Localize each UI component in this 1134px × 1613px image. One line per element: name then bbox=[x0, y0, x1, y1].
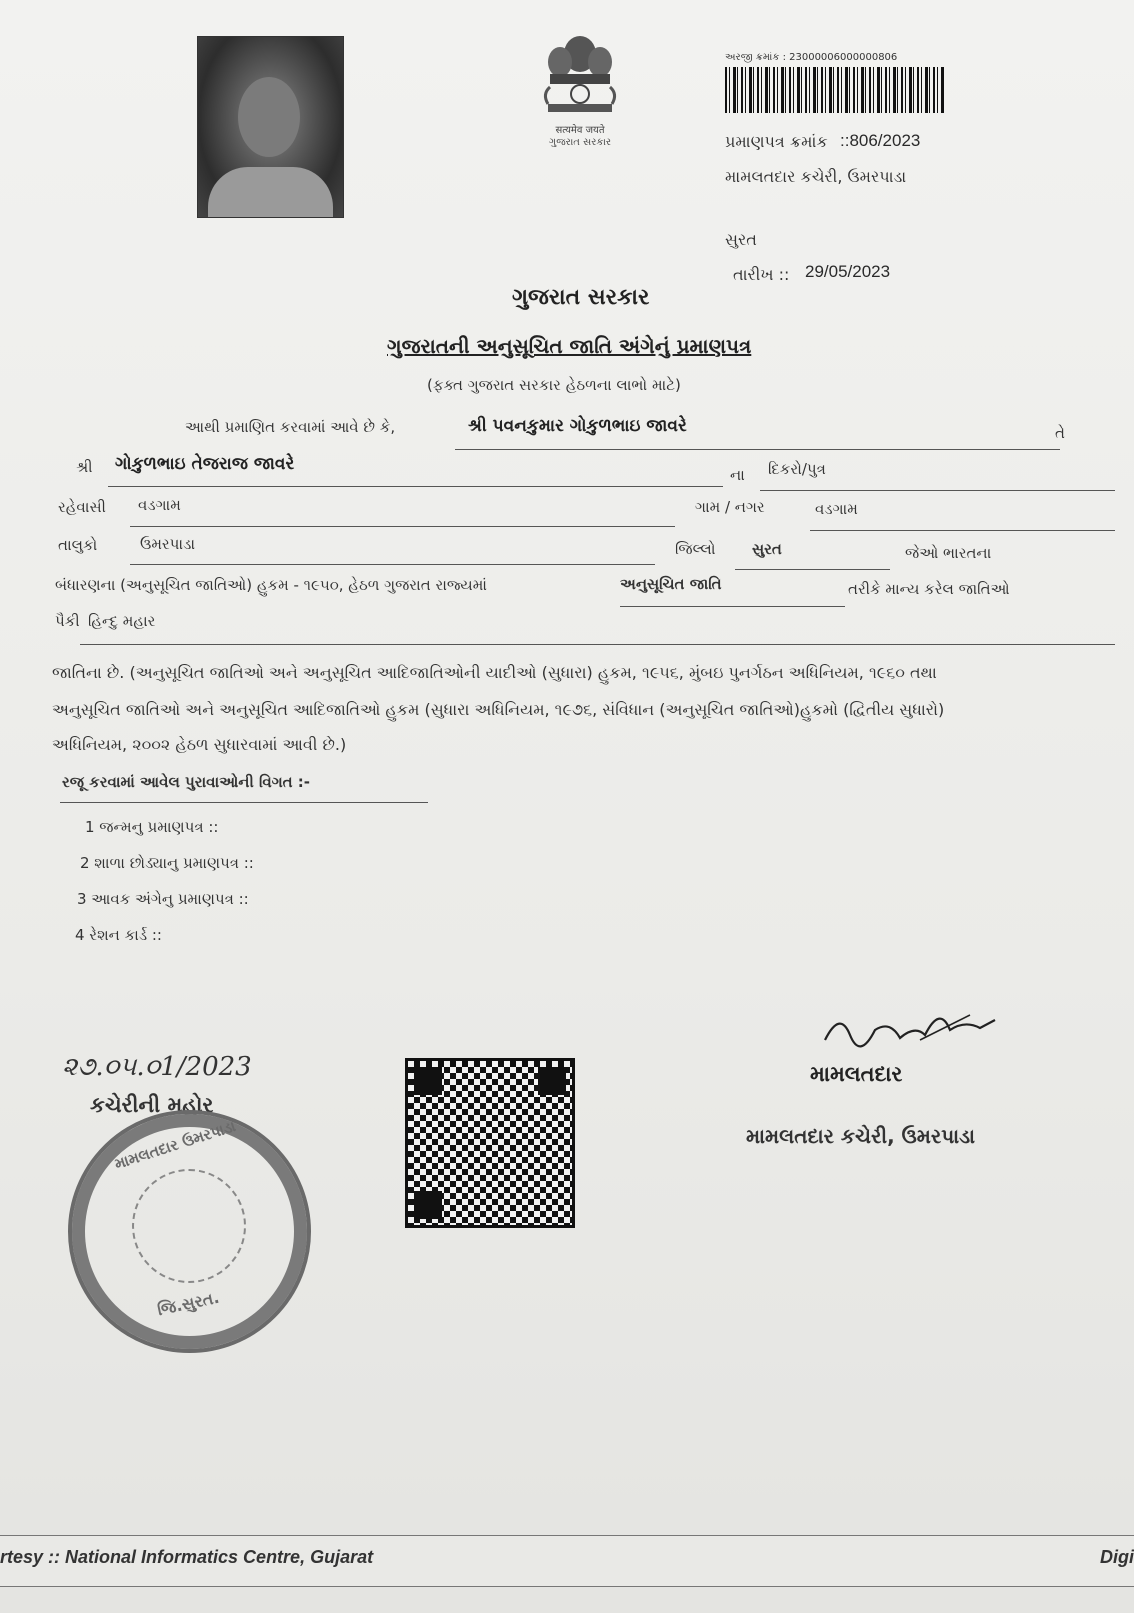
taluka-value: ઉમરપાડા bbox=[140, 535, 196, 553]
evidence-heading: રજૂ કરવામાં આવેલ પુરાવાઓની વિગત :- bbox=[62, 773, 311, 791]
na-text: ના bbox=[730, 466, 745, 484]
village-label: ગામ / નગર bbox=[695, 498, 765, 516]
footer-digital-label: Digi bbox=[1100, 1547, 1134, 1567]
category-value: અનુસૂચિત જાતિ bbox=[620, 575, 722, 593]
body-line-2: અનુસૂચિત જાતિઓ અને અનુસૂચિત આદિજાતિઓ હુકમ (સુધારા અધિનિયમ, ૧૯૭૬, સંવિધાન (અનુસૂચિત જાતિઓ)હુકમો (દ્વિતીય સુધારો) bbox=[52, 700, 945, 719]
taluka-label: તાલુકો bbox=[58, 536, 98, 554]
ashoka-emblem-icon bbox=[530, 32, 630, 127]
body-line-1: જાતિના છે. (અનુસૂચિત જાતિઓ અને અનુસૂચિત આદિજાતિઓની યાદીઓ (સુધારા) હુકમ, ૧૯૫૬, મુંબઇ પુનર્ગઠન અધિનિયમ, ૧૯૬૦ તથા bbox=[52, 663, 937, 682]
qr-code-icon bbox=[405, 1058, 575, 1228]
recognized-text: તરીકે માન્ય કરેલ જાતિઓ bbox=[848, 580, 1010, 598]
relation-line bbox=[760, 490, 1115, 491]
emblem-caption-line2: ગુજરાત સરકાર bbox=[548, 137, 612, 148]
handwritten-date: ૨૭.૦૫.૦1/2023 bbox=[62, 1052, 252, 1082]
certificate-title: ગુજરાતની અનુસૂચિત જાતિ અંગેનું પ્રમાણપત્ર bbox=[387, 334, 752, 358]
barcode-icon bbox=[725, 67, 945, 113]
among-label: પૈકી bbox=[55, 612, 80, 630]
government-heading: ગુજરાત સરકાર bbox=[512, 285, 650, 310]
evidence-heading-line bbox=[60, 802, 428, 803]
body-line-3: અધિનિયમ, ૨૦૦૨ હેઠળ સુધારવામાં આવી છે.) bbox=[52, 735, 347, 754]
seal-text-top: મામલતદાર ઉમરપાડા bbox=[112, 1116, 238, 1174]
resident-value: વડગામ bbox=[138, 496, 181, 514]
district-line bbox=[735, 569, 890, 570]
category-line bbox=[620, 606, 845, 607]
caste-line bbox=[80, 644, 1115, 645]
te-text: તે bbox=[1055, 424, 1065, 442]
resident-label: રહેવાસી bbox=[58, 498, 106, 516]
shri-label: શ્રી bbox=[76, 458, 93, 476]
footer-credit: rtesy :: National Informatics Centre, Gujarat bbox=[0, 1547, 374, 1567]
signatory-title: મામલતદાર bbox=[810, 1062, 903, 1086]
resident-line bbox=[130, 526, 675, 527]
relation-value: દિકરો/પુત્ર bbox=[768, 460, 826, 478]
date-label: તારીખ :: bbox=[733, 265, 790, 284]
district-header: સુરત bbox=[725, 230, 757, 249]
office-line: મામલતદાર કચેરી, ઉમરપાડા bbox=[725, 167, 907, 186]
signature bbox=[820, 1000, 1000, 1060]
application-number: અરજી ક્રમાંક : 23000006000000806 bbox=[725, 52, 898, 63]
certificate-number-label: પ્રમાણપત્ર ક્રમાંક bbox=[725, 132, 828, 151]
certificate-number-value: ::806/2023 bbox=[840, 131, 921, 150]
village-line bbox=[810, 530, 1115, 531]
office-seal-label: કચેરીની મહોર bbox=[90, 1093, 214, 1117]
seal-text-bottom: જિ.સુરત. bbox=[155, 1287, 221, 1320]
certificate-subtitle: (ફક્ત ગુજરાત સરકાર હેઠળના લાભો માટે) bbox=[427, 376, 681, 394]
holder-name-line bbox=[455, 449, 1060, 450]
holder-photo bbox=[197, 36, 344, 218]
district-value: સુરત bbox=[752, 540, 782, 558]
photo-face bbox=[238, 77, 300, 157]
father-name: ગોકુળભાઇ તેજરાજ જાવરે bbox=[115, 454, 295, 474]
emblem-caption bbox=[530, 125, 630, 149]
date-value: 29/05/2023 bbox=[805, 262, 891, 281]
evidence-item: 3 આવક અંગેનુ પ્રમાણપત્ર :: bbox=[77, 890, 249, 908]
evidence-item: 1 જન્મનુ પ્રમાણપત્ર :: bbox=[85, 818, 219, 836]
intro-text: આથી પ્રમાણિત કરવામાં આવે છે કે, bbox=[185, 418, 396, 436]
holder-name: શ્રી પવનકુમાર ગોકુળભાઇ જાવરે bbox=[468, 416, 687, 436]
village-value: વડગામ bbox=[815, 500, 858, 518]
district-label: જિલ્લો bbox=[675, 540, 716, 558]
constitution-text: બંધારણના (અનુસૂચિત જાતિઓ) હુકમ - ૧૯૫૦, હેઠળ ગુજરાત રાજ્યમાં bbox=[55, 576, 487, 594]
taluka-line bbox=[130, 564, 655, 565]
signatory-office: મામલતદાર કચેરી, ઉમરપાડા bbox=[746, 1124, 975, 1148]
evidence-item: 4 રેશન કાર્ડ :: bbox=[75, 926, 162, 944]
father-name-line bbox=[108, 486, 723, 487]
photo-shirt bbox=[208, 167, 333, 217]
caste-value: હિન્દુ મહાર bbox=[88, 612, 156, 630]
office-seal-stamp bbox=[68, 1110, 311, 1353]
evidence-item: 2 શાળા છોડ્યાનુ પ્રમાણપત્ર :: bbox=[80, 854, 254, 872]
who-india-text: જેઓ ભારતના bbox=[905, 544, 992, 562]
emblem-caption-line1: सत्यमेव जयते bbox=[555, 125, 605, 136]
seal-emblem-icon bbox=[132, 1169, 246, 1283]
